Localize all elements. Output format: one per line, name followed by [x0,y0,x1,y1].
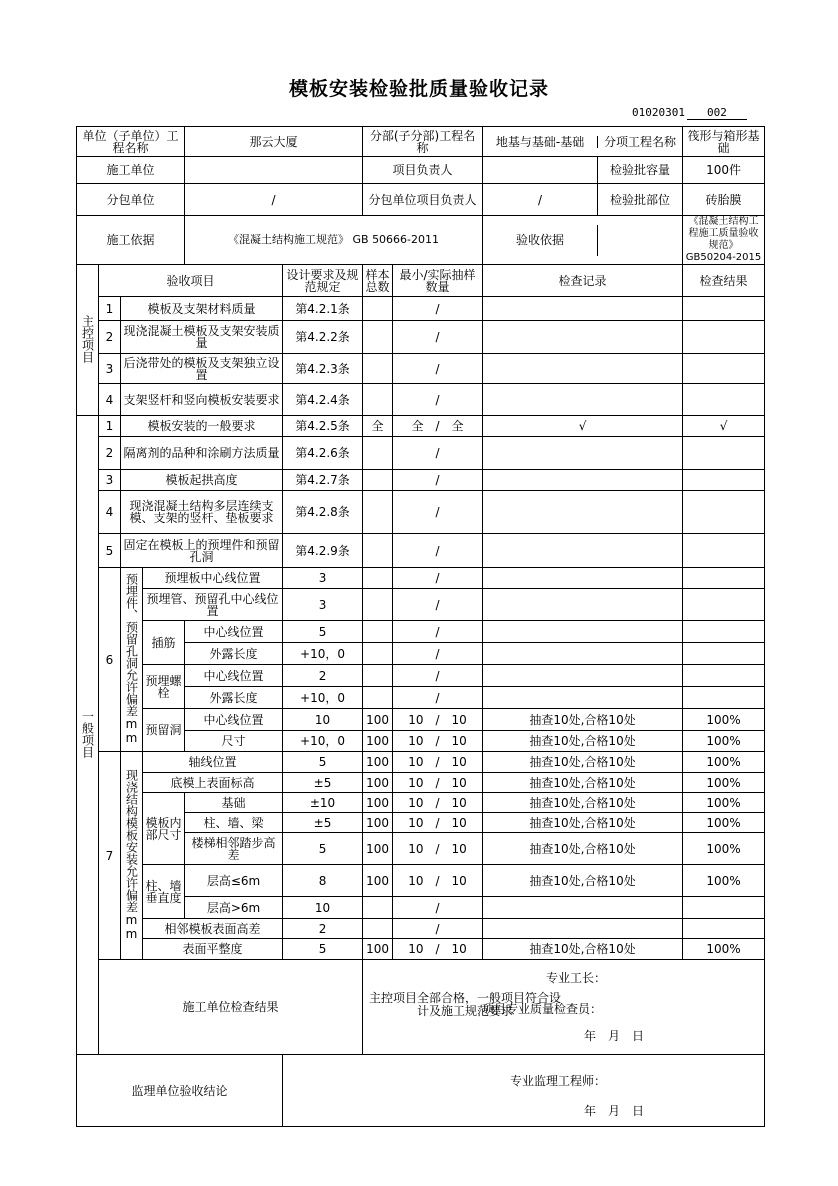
group6-row [77,568,765,589]
unit-value[interactable]: 那云大厦 [185,127,363,157]
item-name: 中心线位置 [185,621,283,643]
spec-cell: +10，0 [283,643,363,665]
item-no: 4 [99,491,121,534]
result-cell[interactable]: 100% [683,813,765,833]
result-cell[interactable]: 100% [683,865,765,897]
group6-row [77,589,765,621]
item-name: 楼梯相邻踏步高差 [185,833,283,865]
record-cell[interactable]: 抽查10处,合格10处 [483,773,683,793]
sample-total-cell[interactable]: 100 [363,752,393,773]
result-cell[interactable] [683,470,765,491]
group7-no: 7 [99,752,121,960]
group7-label: 现浇结构模板安装允许偏差mm [121,752,143,960]
col-min-actual: 最小/实际抽样数量 [393,265,483,297]
spec-cell: 第4.2.6条 [283,437,363,470]
contractor-label: 施工单位 [77,157,185,184]
record-cell[interactable] [483,919,683,939]
location-label: 检验批部位 [598,184,683,215]
contractor-value[interactable] [185,157,363,184]
item-name: 模板起拱高度 [121,470,283,491]
spec-cell: 第4.2.7条 [283,470,363,491]
result-cell[interactable] [683,437,765,470]
sample-total-cell[interactable] [363,534,393,568]
sample-total-cell[interactable]: 全 [363,416,393,437]
spec-cell: +10，0 [283,731,363,752]
item-no: 2 [99,321,121,354]
general-item-row [77,437,765,470]
item-name: 底模上表面标高 [143,773,283,793]
group7-row [77,865,765,897]
sample-total-cell[interactable]: 100 [363,709,393,731]
result-cell[interactable]: 100% [683,793,765,813]
item-no: 5 [99,534,121,568]
sample-total-cell[interactable]: 100 [363,939,393,960]
item-name: 隔离剂的品种和涂刷方法质量 [121,437,283,470]
group7-row [77,773,765,793]
sub-pm-value[interactable]: / [538,192,543,207]
result-cell[interactable] [683,665,765,687]
group6-row [77,709,765,731]
sub-pm-label: 分包单位项目负责人 [363,184,483,216]
sampling-cell[interactable]: / [393,534,483,568]
supervisor-cell[interactable] [283,1055,765,1127]
result-cell[interactable] [683,384,765,416]
sampling-cell[interactable]: / [393,665,483,687]
sampling-cell[interactable]: / [393,589,483,621]
result-cell[interactable] [683,297,765,321]
spec-cell: 10 [283,897,363,919]
item-name: 轴线位置 [143,752,283,773]
sampling-cell[interactable]: / [393,437,483,470]
spec-cell: 第4.2.2条 [283,321,363,354]
item-no: 2 [99,437,121,470]
inspector-label: 项目专业质量检查员： [482,1002,603,1016]
col-item: 验收项目 [99,265,283,297]
col-record: 检查记录 [483,265,683,297]
item-name: 层高>6m [185,897,283,919]
general-item-row [77,416,765,437]
record-cell[interactable]: 抽查10处,合格10处 [483,793,683,813]
result-cell[interactable]: 100% [683,752,765,773]
basis-value[interactable]: 《混凝土结构施工规范》 GB 50666-2011 [185,216,483,265]
item-name: 基础 [185,793,283,813]
record-cell[interactable]: 抽查10处,合格10处 [483,833,683,865]
sample-total-cell[interactable] [363,437,393,470]
record-cell[interactable]: 抽查10处,合格10处 [483,939,683,960]
result-cell[interactable] [683,354,765,384]
result-cell[interactable]: 100% [683,833,765,865]
sub-chuizhi: 柱、墙垂直度 [143,865,185,919]
division-label: 分部(子分部)工程名称 [363,127,483,157]
sampling-cell[interactable]: / [393,568,483,589]
record-code [632,106,747,120]
inspection-form [76,126,765,1127]
item-name: 层高≤6m [185,865,283,897]
item-name: 模板安装的一般要求 [121,416,283,437]
sampling-cell[interactable]: / [393,297,483,321]
record-cell[interactable] [483,297,683,321]
capacity-label: 检验批容量 [598,157,683,183]
basis-label: 施工依据 [77,216,185,265]
item-name: 现浇混凝土结构多层连续支模、支架的竖杆、垫板要求 [121,491,283,534]
sample-total-cell[interactable] [363,643,393,665]
spec-cell: +10，0 [283,687,363,709]
sample-total-cell[interactable] [363,491,393,534]
code-number: 002 [687,106,747,120]
record-cell[interactable]: 抽查10处,合格10处 [483,865,683,897]
spec-cell: 5 [283,621,363,643]
sampling-cell[interactable]: 10 / 10 [393,773,483,793]
record-cell[interactable]: 抽查10处,合格10处 [483,731,683,752]
main-item-row [77,297,765,321]
spec-cell: 第4.2.4条 [283,384,363,416]
item-name: 相邻模板表面高差 [143,919,283,939]
sample-total-cell[interactable] [363,621,393,643]
spec-cell: 8 [283,865,363,897]
result-cell[interactable] [683,491,765,534]
item-name: 中心线位置 [185,709,283,731]
result-cell[interactable] [683,568,765,589]
record-cell[interactable] [483,568,683,589]
subitem-label: 分项工程名称 [598,136,683,148]
spec-cell: 2 [283,665,363,687]
pm-label: 项目负责人 [363,157,483,184]
sampling-cell[interactable]: 10 / 10 [393,793,483,813]
result-cell[interactable] [683,919,765,939]
spec-cell: 第4.2.3条 [283,354,363,384]
sampling-cell[interactable]: 10 / 10 [393,752,483,773]
group7-row [77,752,765,773]
result-cell[interactable] [683,643,765,665]
sampling-cell[interactable]: 10 / 10 [393,939,483,960]
sampling-cell[interactable]: 10 / 10 [393,709,483,731]
sampling-cell[interactable]: / [393,321,483,354]
record-cell[interactable] [483,384,683,416]
result-cell[interactable] [683,534,765,568]
sampling-cell[interactable]: / [393,897,483,919]
sample-total-cell[interactable]: 100 [363,793,393,813]
item-name: 柱、墙、梁 [185,813,283,833]
item-name: 现浇混凝土模板及支架安装质量 [121,321,283,354]
subcontractor-value[interactable]: / [185,184,363,216]
acceptance-value[interactable]: 《混凝土结构工程施工质量验收规范》GB50204-2015 [683,216,765,265]
contractor-check-row [77,960,765,1055]
page-title: 模板安装检验批质量验收记录 [288,78,549,100]
acceptance-value-left [598,225,683,256]
sample-total-cell[interactable] [363,354,393,384]
contractor-check-label: 施工单位检查结果 [99,960,363,1055]
item-no: 3 [99,470,121,491]
column-header-row [77,265,765,297]
sample-total-cell[interactable] [363,687,393,709]
group7-row [77,919,765,939]
sampling-cell[interactable]: / [393,354,483,384]
item-name: 后浇带处的模板及支架独立设置 [121,354,283,384]
subitem-value[interactable]: 筏形与箱形基础 [683,127,765,157]
group6-label: 预埋件、预留孔洞允许偏差mm [121,568,143,752]
record-cell[interactable]: √ [483,416,683,437]
group6-row [77,665,765,687]
sub-neibu: 模板内部尺寸 [143,793,185,865]
sample-total-cell[interactable]: 100 [363,813,393,833]
supervisor-date: 年 月 日 [584,1104,645,1118]
supervisor-label: 监理单位验收结论 [77,1055,283,1127]
result-cell[interactable] [683,687,765,709]
acceptance-label: 验收依据 [516,233,565,247]
spec-cell: 2 [283,919,363,939]
sampling-cell[interactable]: / [393,384,483,416]
sample-total-cell[interactable]: 100 [363,833,393,865]
group7-row [77,793,765,813]
group6-no: 6 [99,568,121,752]
sample-total-cell[interactable] [363,589,393,621]
sampling-cell[interactable]: 全 / 全 [393,416,483,437]
sampling-cell[interactable]: / [393,919,483,939]
general-section: 一般项目 [77,416,99,1055]
sample-total-cell[interactable]: 100 [363,773,393,793]
contractor-conclusion[interactable]: 主控项目全部合格，一般项目符合设计及施工规范要求 [369,991,562,1018]
sampling-cell[interactable]: 10 / 10 [393,833,483,865]
result-cell[interactable]: 100% [683,773,765,793]
item-no: 1 [99,297,121,321]
record-cell[interactable] [483,437,683,470]
spec-cell: 3 [283,568,363,589]
sub-luoshuan: 预埋螺栓 [143,665,185,709]
spec-cell: 第4.2.1条 [283,297,363,321]
record-cell[interactable] [483,534,683,568]
record-cell[interactable] [483,687,683,709]
item-name: 预埋管、预留孔中心线位置 [143,589,283,621]
capacity-value[interactable]: 100件 [683,157,765,184]
record-cell[interactable] [483,491,683,534]
col-design: 设计要求及规范规定 [283,265,363,297]
record-cell[interactable] [483,354,683,384]
result-cell[interactable]: 100% [683,731,765,752]
sample-total-cell[interactable] [363,321,393,354]
main-item-row [77,321,765,354]
unit-label: 单位（子单位）工程名称 [77,127,185,157]
spec-cell: 第4.2.8条 [283,491,363,534]
record-cell[interactable] [483,621,683,643]
item-name: 支架竖杆和竖向模板安装要求 [121,384,283,416]
record-cell[interactable] [483,321,683,354]
result-cell[interactable]: 100% [683,939,765,960]
item-name: 模板及支架材料质量 [121,297,283,321]
result-cell[interactable] [683,589,765,621]
item-name: 固定在模板上的预埋件和预留孔洞 [121,534,283,568]
col-result: 检查结果 [683,265,765,297]
spec-cell: 第4.2.5条 [283,416,363,437]
division-value[interactable]: 地基与基础-基础 [495,135,585,148]
record-cell[interactable]: 抽查10处,合格10处 [483,813,683,833]
group7-row [77,939,765,960]
sampling-cell[interactable]: / [393,643,483,665]
sampling-cell[interactable]: 10 / 10 [393,731,483,752]
main-control-section: 主控项目 [77,265,99,416]
sampling-cell[interactable]: / [393,491,483,534]
sample-total-cell[interactable]: 100 [363,731,393,752]
item-no: 1 [99,416,121,437]
col-sample-total: 样本总数 [363,265,393,297]
group6-row [77,621,765,643]
sample-total-cell[interactable] [363,568,393,589]
spec-cell: 第4.2.9条 [283,534,363,568]
foreman-label: 专业工长： [546,971,607,985]
sampling-cell[interactable]: 10 / 10 [393,865,483,897]
record-cell[interactable] [483,589,683,621]
item-name: 尺寸 [185,731,283,752]
result-cell[interactable]: 100% [683,709,765,731]
spec-cell: 5 [283,752,363,773]
spec-cell: 5 [283,939,363,960]
sample-total-cell[interactable] [363,665,393,687]
sample-total-cell[interactable] [363,384,393,416]
spec-cell: ±5 [283,773,363,793]
sampling-cell[interactable]: / [393,687,483,709]
location-value[interactable]: 砖胎膜 [683,184,765,216]
item-no: 3 [99,354,121,384]
record-cell[interactable] [483,643,683,665]
result-cell[interactable] [683,897,765,919]
supervisor-engineer-label: 专业监理工程师： [510,1074,607,1088]
contractor-date: 年 月 日 [584,1029,645,1043]
code-prefix: 01020301 [632,106,685,119]
general-item-row [77,470,765,491]
spec-cell: ±10 [283,793,363,813]
item-name: 表面平整度 [143,939,283,960]
spec-cell: ±5 [283,813,363,833]
spec-cell: 5 [283,833,363,865]
sub-yuliudong: 预留洞 [143,709,185,752]
general-item-row [77,491,765,534]
spec-cell: 3 [283,589,363,621]
record-cell[interactable] [483,470,683,491]
record-cell[interactable]: 抽查10处,合格10处 [483,752,683,773]
pm-value[interactable] [483,157,598,183]
sub-chajin: 插筋 [143,621,185,665]
sample-total-cell[interactable] [363,470,393,491]
item-name: 外露长度 [185,687,283,709]
supervisor-row [77,1055,765,1127]
record-cell[interactable] [483,897,683,919]
subcontractor-label: 分包单位 [77,184,185,216]
sample-total-cell[interactable] [363,919,393,939]
sampling-cell[interactable]: 10 / 10 [393,813,483,833]
general-item-row [77,534,765,568]
main-item-row [77,384,765,416]
record-cell[interactable] [483,665,683,687]
sampling-cell[interactable]: / [393,470,483,491]
main-item-row [77,354,765,384]
item-name: 外露长度 [185,643,283,665]
sample-total-cell[interactable] [363,297,393,321]
result-cell[interactable]: √ [683,416,765,437]
item-name: 中心线位置 [185,665,283,687]
item-name: 预埋板中心线位置 [143,568,283,589]
spec-cell: 10 [283,709,363,731]
sampling-cell[interactable]: / [393,621,483,643]
sample-total-cell[interactable]: 100 [363,865,393,897]
result-cell[interactable] [683,621,765,643]
result-cell[interactable] [683,321,765,354]
sample-total-cell[interactable] [363,897,393,919]
item-no: 4 [99,384,121,416]
record-cell[interactable]: 抽查10处,合格10处 [483,709,683,731]
